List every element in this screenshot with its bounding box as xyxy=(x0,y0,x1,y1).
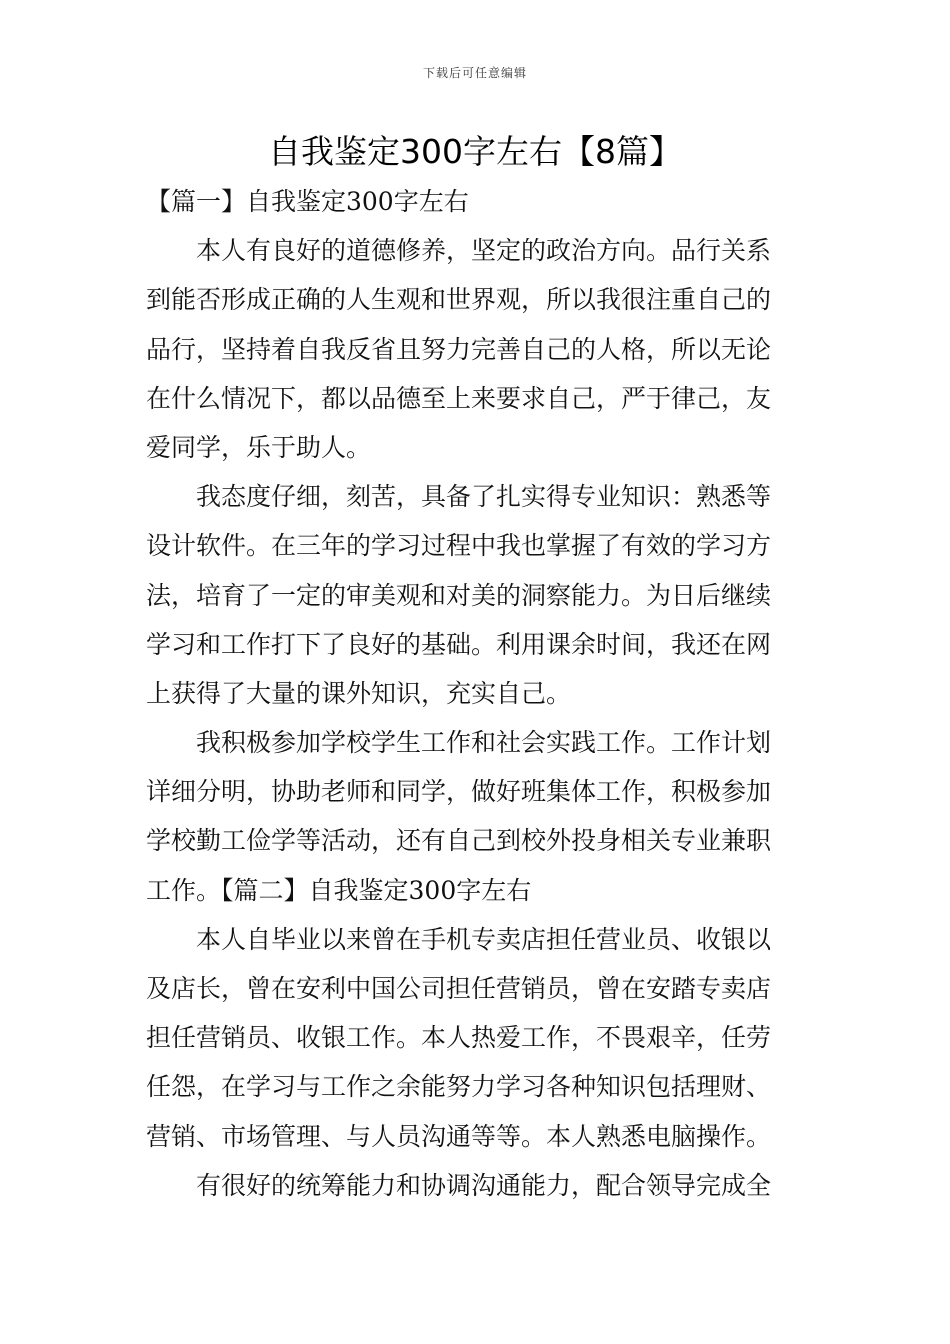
text-line: 我态度仔细，刻苦，具备了扎实得专业知识：熟悉等 xyxy=(196,482,772,512)
text-line: 本人有良好的道德修养，坚定的政治方向。品行关系 xyxy=(196,236,772,266)
text-line: 品行，坚持着自我反省且努力完善自己的人格，所以无论 xyxy=(146,334,772,364)
text-line: 学校勤工俭学等活动，还有自己到校外投身相关专业兼职 xyxy=(146,826,772,856)
text-line: 详细分明，协助老师和同学，做好班集体工作，积极参加 xyxy=(146,777,772,807)
text-line: 到能否形成正确的人生观和世界观，所以我很注重自己的 xyxy=(146,285,772,315)
text-line: 任怨，在学习与工作之余能努力学习各种知识包括理财、 xyxy=(146,1072,772,1102)
text-line: 本人自毕业以来曾在手机专卖店担任营业员、收银以 xyxy=(196,924,772,954)
text-line: 上获得了大量的课外知识，充实自己。 xyxy=(146,678,572,708)
text-line: 爱同学，乐于助人。 xyxy=(146,432,372,462)
text-line: 有很好的统筹能力和协调沟通能力，配合领导完成全 xyxy=(196,1170,772,1200)
text-line: 担任营销员、收银工作。本人热爱工作，不畏艰辛，任劳 xyxy=(146,1023,772,1053)
text-line: 学习和工作打下了良好的基础。利用课余时间，我还在网 xyxy=(146,629,772,659)
text-line: 营销、市场管理、与人员沟通等等。本人熟悉电脑操作。 xyxy=(146,1121,772,1151)
text-line: 工作。【篇二】自我鉴定300字左右 xyxy=(146,875,532,905)
text-line: 在什么情况下，都以品德至上来要求自己，严于律己，友 xyxy=(146,383,772,413)
document-title: 自我鉴定300字左右【8篇】 xyxy=(268,132,682,171)
text-line: 设计软件。在三年的学习过程中我也掌握了有效的学习方 xyxy=(146,531,772,561)
document-body xyxy=(146,177,808,1210)
text-line: 我积极参加学校学生工作和社会实践工作。工作计划 xyxy=(196,728,772,758)
page-header-note: 下载后可任意编辑 xyxy=(422,66,527,80)
text-line: 及店长，曾在安利中国公司担任营销员，曾在安踏专卖店 xyxy=(146,974,772,1003)
text-line: 【篇一】自我鉴定300字左右 xyxy=(146,187,469,216)
text-line: 法，培育了一定的审美观和对美的洞察能力。为日后继续 xyxy=(146,580,772,610)
